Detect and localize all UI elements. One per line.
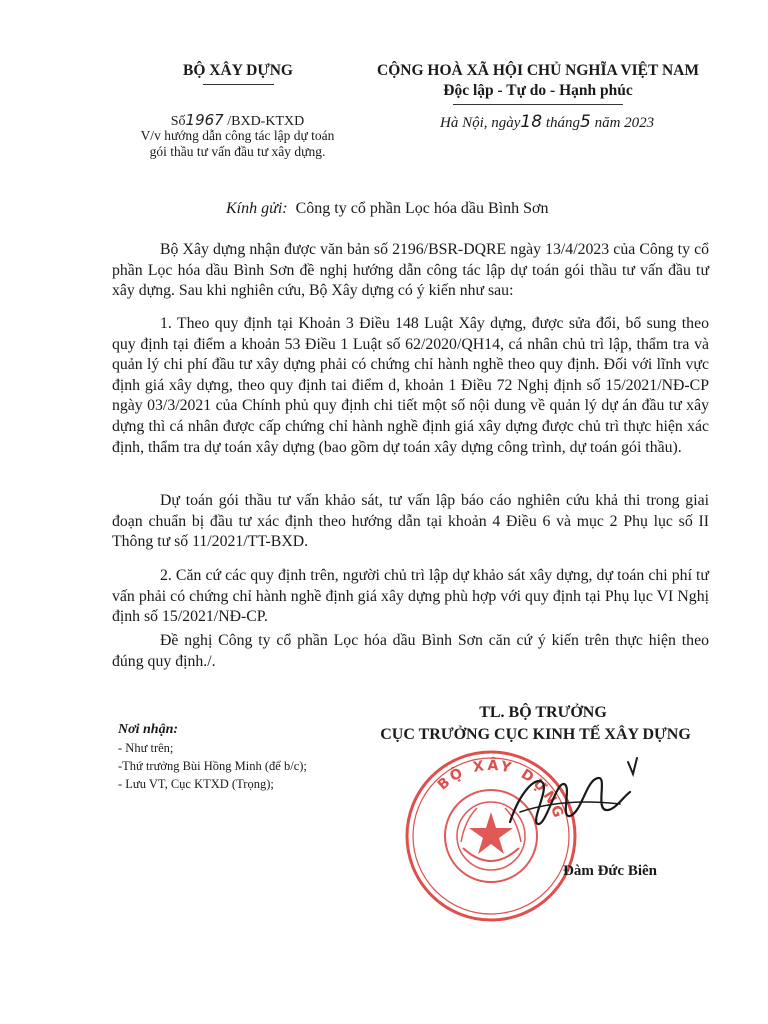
intro-text: Bộ Xây dựng nhận được văn bản số 2196/BSR-DQRE ngày 13/4/2023 của Công ty cổ phần Lọc hóa dầu Bình Sơn đề nghị hướng dẫn công tác lập dự toán gói thầu tư vấn đầu tư xây dựng. Sau khi nghiên cứu, Bộ Xây dựng có ý kiến như sau:: [112, 241, 709, 300]
body-item-1: [112, 314, 709, 458]
date-month-label: tháng: [545, 115, 580, 131]
cc-item: -Thứ trưởng Bùi Hồng Minh (để b/c);: [118, 759, 307, 773]
subject-line-2: gói thầu tư vấn đầu tư xây dựng.: [149, 144, 326, 159]
date-year: năm 2023: [594, 115, 655, 131]
national-motto: Độc lập - Tự do - Hạnh phúc: [443, 82, 633, 99]
date-prefix: Hà Nội, ngày: [440, 115, 521, 131]
cc-item: - Lưu VT, Cục KTXD (Trọng);: [118, 777, 274, 791]
signer-name: Đàm Đức Biên: [563, 863, 657, 879]
date-month: 5: [579, 112, 591, 132]
body-intro-paragraph: [112, 240, 709, 302]
body-item-2: [112, 566, 709, 628]
ministry-name: BỘ XÂY DỰNG: [183, 62, 293, 79]
recipient-name: Công ty cổ phần Lọc hóa dầu Bình Sơn: [295, 200, 549, 217]
doc-number-handwritten: 1967: [185, 111, 224, 129]
body-item-1-sub: [112, 491, 709, 553]
recipient-label: Kính gửi:: [226, 200, 288, 217]
handwritten-signature: [490, 752, 640, 842]
document-subject: [110, 128, 365, 160]
closing-text: Đề nghị Công ty cổ phần Lọc hóa dầu Bình Sơn căn cứ ý kiến trên thực hiện theo đúng quy định./.: [112, 632, 709, 670]
stamp-text: BỘ XÂY DỰNG: [434, 757, 568, 823]
ministry-underline: [203, 84, 274, 85]
date-line: [440, 112, 720, 132]
subject-line-1: V/v hướng dẫn công tác lập dự toán: [140, 128, 335, 143]
item1-text: 1. Theo quy định tại Khoản 3 Điều 148 Luật Xây dựng, được sửa đổi, bổ sung theo quy định tại điểm a khoản 53 Điều 1 Luật số 62/2020/QH14, cá nhân chủ trì lập, thẩm tra và quản lý chi phí đầu tư xây dựng phải có chứng chỉ hành nghề theo quy định. Đối với lĩnh vực định giá xây dựng, theo quy định tai điểm d, khoản 1 Điều 72 Nghị định số 15/2021/NĐ-CP ngày 03/3/2021 của Chính phủ quy định chi tiết một số nội dung về quản lý dự án đầu tư xây dựng thì cá nhân được cấp chứng chỉ hành nghề định giá xây dựng được chủ trì thực hiện xác định, thẩm tra dự toán xây dựng (bao gồm dự toán xây dựng công trình, dự toán gói thầu).: [112, 315, 709, 456]
item2-text: 2. Căn cứ các quy định trên, người chủ trì lập dự khảo sát xây dựng, dự toán chi phí tư vấn phải có chứng chỉ hành nghề định giá xây dựng phù hợp với quy định tại Phụ lục VI Nghị định số 15/2021/NĐ-CP.: [112, 567, 709, 626]
signature-title-2: CỤC TRƯỞNG CỤC KINH TẾ XÂY DỰNG: [380, 726, 691, 743]
cc-item: - Như trên;: [118, 741, 174, 755]
date-day: 18: [520, 112, 543, 132]
signature-title-1: TL. BỘ TRƯỞNG: [479, 704, 607, 721]
item1-sub-text: Dự toán gói thầu tư vấn khảo sát, tư vấn lập báo cáo nghiên cứu khả thi trong giai đoạn chuẩn bị đầu tư xác định theo hướng dẫn tại khoản 4 Điều 6 và mục 2 Phụ lục số II Thông tư số 11/2021/TT-BXD.: [112, 492, 709, 551]
doc-number-prefix: Số: [170, 114, 186, 129]
body-closing: [112, 631, 709, 672]
recipient-line: [226, 200, 726, 218]
cc-heading: Nơi nhận:: [118, 722, 179, 737]
republic-title: CỘNG HOÀ XÃ HỘI CHỦ NGHĨA VIỆT NAM: [377, 62, 699, 79]
motto-underline: [453, 104, 623, 105]
doc-number-suffix: /BXD-KTXD: [227, 114, 305, 129]
